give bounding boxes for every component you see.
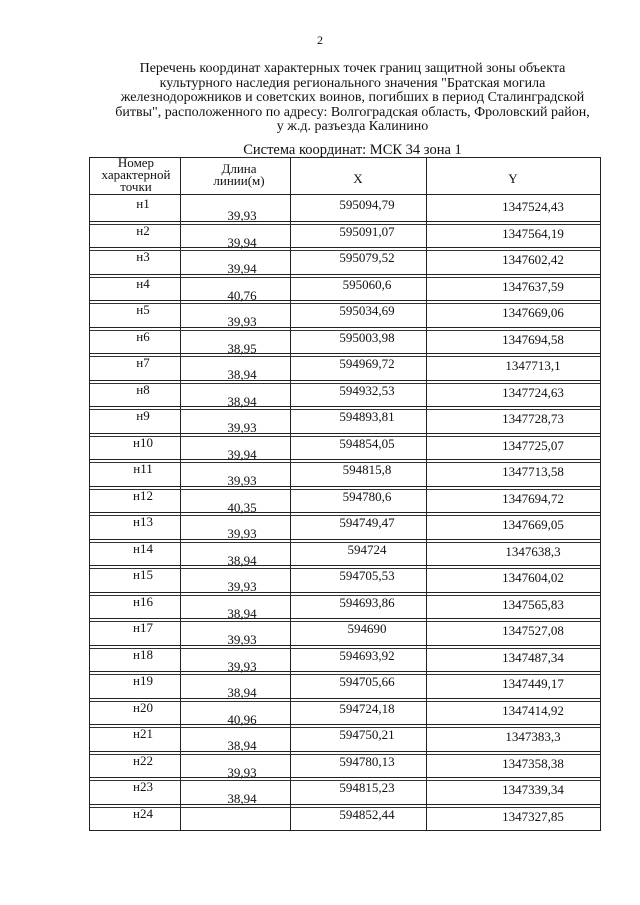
header-length: Длина линии(м) <box>213 161 265 188</box>
table-row-border <box>90 406 600 407</box>
x-cell: 595034,69 <box>339 303 395 318</box>
point-id-cell: н23 <box>133 779 153 794</box>
point-id-cell: н1 <box>136 196 150 211</box>
y-cell: 1347487,34 <box>502 649 564 665</box>
x-cell: 595060,6 <box>342 276 392 292</box>
length-cell: 38,94 <box>227 791 257 806</box>
point-id-cell: н18 <box>133 646 153 662</box>
document-title <box>90 62 615 135</box>
point-id-cell: н20 <box>133 699 153 715</box>
point-id-cell: н13 <box>133 514 153 529</box>
y-cell: 1347728,73 <box>502 411 564 426</box>
y-cell: 1347527,08 <box>502 623 564 638</box>
y-cell: 1347449,17 <box>502 676 564 691</box>
y-cell: 1347637,59 <box>502 278 564 294</box>
table-column-divider <box>290 157 291 831</box>
x-cell: 594815,23 <box>339 780 395 795</box>
y-cell: 1347358,38 <box>502 755 564 771</box>
table-row-border <box>90 274 600 275</box>
x-cell: 594749,47 <box>339 515 395 530</box>
table-row-border <box>90 618 600 619</box>
length-cell: 38,94 <box>227 738 257 753</box>
title-line: битвы", расположенного по адресу: Волгоградская область, Фроловский район, <box>115 104 590 120</box>
table-row-border <box>90 724 600 725</box>
table-row-border <box>90 565 600 566</box>
y-cell: 1347339,34 <box>502 782 564 797</box>
table-row-border <box>90 512 600 513</box>
length-cell: 38,94 <box>227 552 257 568</box>
length-cell: 39,93 <box>227 420 257 435</box>
y-cell: 1347602,42 <box>502 252 564 267</box>
x-cell: 594815,8 <box>342 462 392 477</box>
title-line: Перечень координат характерных точек границ защитной зоны объекта <box>139 61 566 76</box>
point-id-cell: н15 <box>133 567 153 582</box>
table-top-border <box>90 157 600 158</box>
point-id-cell: н21 <box>133 726 153 741</box>
length-cell: 38,94 <box>227 605 257 621</box>
title-line: культурного наследия регионального значения "Братская могила <box>159 75 546 91</box>
y-cell: 1347725,07 <box>502 437 564 453</box>
length-cell: 39,93 <box>227 473 257 488</box>
page-number: 2 <box>317 33 323 47</box>
x-cell: 594693,92 <box>339 647 395 663</box>
point-id-cell: н12 <box>133 487 153 503</box>
x-cell: 594852,44 <box>339 806 395 822</box>
coordinates-table <box>89 157 601 831</box>
length-cell: 39,94 <box>227 234 257 250</box>
point-id-cell: н5 <box>136 302 150 317</box>
table-row-border <box>90 327 600 328</box>
point-id-cell: н2 <box>136 222 150 238</box>
y-cell: 1347383,3 <box>505 729 561 744</box>
title-line: у ж.д. разъезда Калинино <box>276 119 429 134</box>
y-cell: 1347713,1 <box>505 358 561 373</box>
header-point: Номер характерной точки <box>101 155 171 194</box>
header-x: X <box>353 171 363 186</box>
y-cell: 1347694,58 <box>502 331 564 347</box>
point-id-cell: н24 <box>133 805 153 821</box>
x-cell: 595094,79 <box>339 197 395 212</box>
y-cell: 1347524,43 <box>502 199 564 214</box>
table-header-border <box>90 194 600 195</box>
point-id-cell: н19 <box>133 673 153 688</box>
table-row-border <box>90 459 600 460</box>
point-id-cell: н17 <box>133 620 153 635</box>
point-id-cell: н7 <box>136 355 150 370</box>
length-cell: 39,93 <box>227 764 257 780</box>
point-id-cell: н11 <box>133 461 153 476</box>
table-row-border <box>90 645 600 646</box>
length-cell: 39,93 <box>227 579 257 594</box>
x-cell: 594969,72 <box>339 356 395 371</box>
x-cell: 594780,13 <box>339 753 395 769</box>
x-cell: 595003,98 <box>339 329 395 345</box>
title-line: железнодорожников и советских воинов, погибших в период Сталинградской <box>120 90 585 105</box>
length-cell: 39,93 <box>227 632 257 647</box>
point-id-cell: н8 <box>136 381 150 397</box>
point-id-cell: н16 <box>133 593 153 609</box>
length-cell: 39,93 <box>227 314 257 329</box>
table-column-divider <box>426 157 427 831</box>
point-id-cell: н9 <box>136 408 150 423</box>
x-cell: 594705,66 <box>339 674 395 689</box>
y-cell: 1347713,58 <box>502 464 564 479</box>
table-row-border <box>90 777 600 778</box>
y-cell: 1347604,02 <box>502 570 564 585</box>
x-cell: 595091,07 <box>339 223 395 239</box>
x-cell: 594693,86 <box>339 594 395 610</box>
table-row-border <box>90 592 600 593</box>
x-cell: 594750,21 <box>339 727 395 742</box>
table-row-border <box>90 221 600 222</box>
x-cell: 594893,81 <box>339 409 395 424</box>
table-row-border <box>90 698 600 699</box>
point-id-cell: н14 <box>133 540 153 556</box>
y-cell: 1347694,72 <box>502 490 564 506</box>
x-cell: 594690 <box>347 621 387 636</box>
y-cell: 1347565,83 <box>502 596 564 612</box>
length-cell: 39,94 <box>227 261 257 276</box>
point-id-cell: н3 <box>136 249 150 264</box>
x-cell: 594705,53 <box>339 568 395 583</box>
table-row-border <box>90 804 600 805</box>
table-row-border <box>90 671 600 672</box>
table-row-border <box>90 300 600 301</box>
length-cell: 40,76 <box>227 287 257 303</box>
point-id-cell: н22 <box>133 752 153 768</box>
table-column-divider <box>180 157 181 831</box>
x-cell: 594724,18 <box>339 700 395 716</box>
x-cell: 594932,53 <box>339 382 395 398</box>
table-row-border <box>90 486 600 487</box>
coordinate-system-label: Система координат: МСК 34 зона 1 <box>243 142 462 158</box>
length-cell: 40,96 <box>227 711 257 727</box>
table-row-border <box>90 247 600 248</box>
x-cell: 595079,52 <box>339 250 395 265</box>
y-cell: 1347669,05 <box>502 517 564 532</box>
header-y: Y <box>508 171 518 186</box>
x-cell: 594854,05 <box>339 435 395 451</box>
x-cell: 594724 <box>347 541 387 557</box>
y-cell: 1347669,06 <box>502 305 564 320</box>
length-cell: 38,94 <box>227 367 257 382</box>
y-cell: 1347638,3 <box>505 543 561 559</box>
table-row-border <box>90 380 600 381</box>
point-id-cell: н10 <box>133 434 153 450</box>
y-cell: 1347724,63 <box>502 384 564 400</box>
y-cell: 1347564,19 <box>502 225 564 241</box>
length-cell: 39,94 <box>227 446 257 462</box>
length-cell: 40,35 <box>227 499 257 515</box>
table-row-border <box>90 353 600 354</box>
table-row-border <box>90 751 600 752</box>
length-cell: 39,93 <box>227 208 257 223</box>
point-id-cell: н4 <box>136 275 150 291</box>
length-cell: 38,94 <box>227 685 257 700</box>
table-bottom-border <box>90 830 600 831</box>
x-cell: 594780,6 <box>342 488 392 504</box>
length-cell: 38,94 <box>227 393 257 409</box>
table-row-border <box>90 433 600 434</box>
y-cell: 1347414,92 <box>502 702 564 718</box>
table-row-border <box>90 539 600 540</box>
length-cell: 39,93 <box>227 526 257 541</box>
y-cell: 1347327,85 <box>502 808 564 824</box>
point-id-cell: н6 <box>136 328 150 344</box>
length-cell: 38,95 <box>227 340 257 356</box>
length-cell: 39,93 <box>227 658 257 674</box>
